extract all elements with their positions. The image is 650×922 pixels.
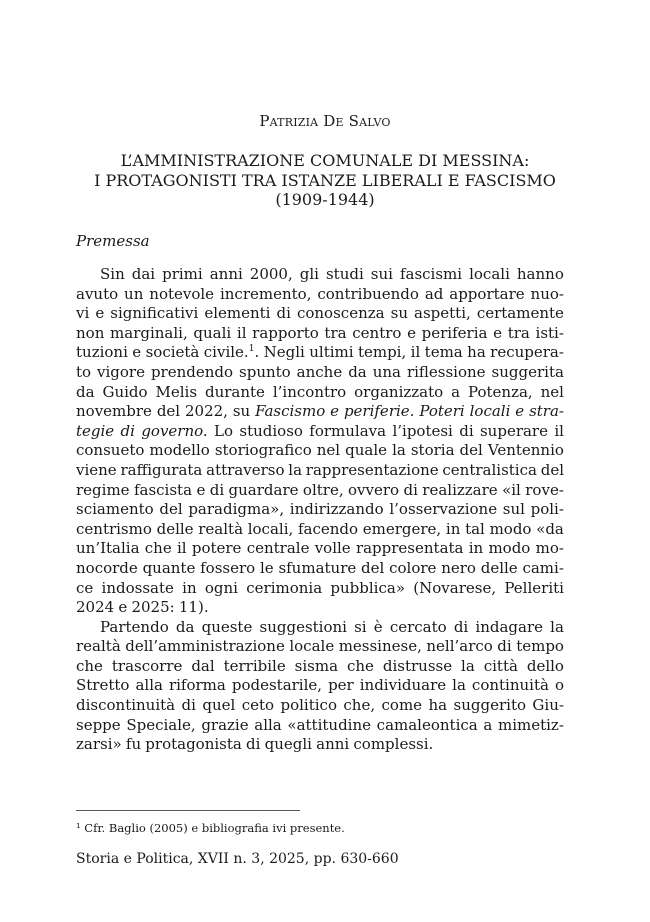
text-line: zarsi» fu protagonista di quegli anni complessi.	[76, 735, 434, 754]
author-name: Patrizia De Salvo	[259, 112, 391, 130]
text-line: regime fascista e di guardare oltre, ovvero di realizzare «il rove-	[76, 480, 564, 499]
text-line: discontinuità di quel ceto politico che, come ha suggerito Giu-	[76, 696, 564, 715]
text-line: ce indossate in ogni cerimonia pubblica» (Novarese, Pelleriti	[76, 578, 564, 597]
title-line: L’AMMINISTRAZIONE COMUNALE DI MESSINA:	[120, 151, 530, 170]
text-line: Sin dai primi anni 2000, gli studi sui fascismi locali hanno	[100, 265, 564, 283]
text-line: tegie di governo. Lo studioso formulava l’ipotesi di superare il	[76, 421, 564, 440]
text-line: non marginali, quali il rapporto tra centro e periferia e tra isti-	[76, 323, 564, 342]
text-line: Partendo da queste suggestioni si è cercato di indagare la	[100, 617, 564, 636]
text-line: seppe Speciale, grazie alla «attitudine camaleontica a mimetiz-	[76, 715, 564, 734]
text-line: 2024 e 2025: 11).	[76, 598, 209, 617]
text-line: realtà dell’amministrazione locale messinese, nell’arco di tempo	[76, 637, 564, 656]
text-line: un’Italia che il potere centrale volle rappresentata in modo mo-	[76, 539, 564, 558]
journal-citation: Storia e Politica, XVII n. 3, 2025, pp. 630-660	[76, 851, 399, 867]
text-line: tuzioni e società civile.$^1$. Negli ultimi tempi, il tema ha recupera-	[76, 343, 564, 362]
title-line: I PROTAGONISTI TRA ISTANZE LIBERALI E FASCISMO	[94, 170, 556, 190]
text-line: to vigore prendendo spunto anche da una riflessione suggerita	[76, 362, 564, 381]
text-line: novembre del 2022, su Fascismo e periferie. Poteri locali e stra-	[76, 402, 564, 421]
body-text	[76, 265, 564, 755]
text-line: nocorde quante fossero le sfumature del colore nero delle cami-	[76, 558, 564, 577]
section-heading: Premessa	[76, 232, 150, 250]
title-line: (1909-1944)	[275, 190, 375, 209]
text-line: avuto un notevole incremento, contribuendo ad apportare nuo-	[76, 284, 564, 303]
text-line: viene raffigurata attraverso la rappresentazione centralistica del	[76, 460, 564, 479]
footnote-separator	[76, 810, 300, 811]
footnote: ¹ Cfr. Baglio (2005) e bibliografia ivi presente.	[76, 821, 345, 835]
text-line: da Guido Melis durante l’incontro organizzato a Potenza, nel	[76, 382, 564, 401]
text-line: Stretto alla riforma podestarile, per individuare la continuità o	[76, 676, 564, 695]
text-line: centrismo delle realtà locali, facendo emergere, in tal modo «da	[76, 519, 564, 538]
text-line: che trascorre dal terribile sisma che distrusse la città dello	[76, 656, 564, 675]
text-line: consueto modello storiografico nel quale la storia del Ventennio	[76, 441, 564, 460]
article-title	[0, 151, 650, 210]
text-line: sciamento del paradigma», indirizzando l’osservazione sul poli-	[76, 500, 564, 519]
text-line: vi e significativi elementi di conoscenza su aspetti, certamente	[76, 304, 564, 323]
